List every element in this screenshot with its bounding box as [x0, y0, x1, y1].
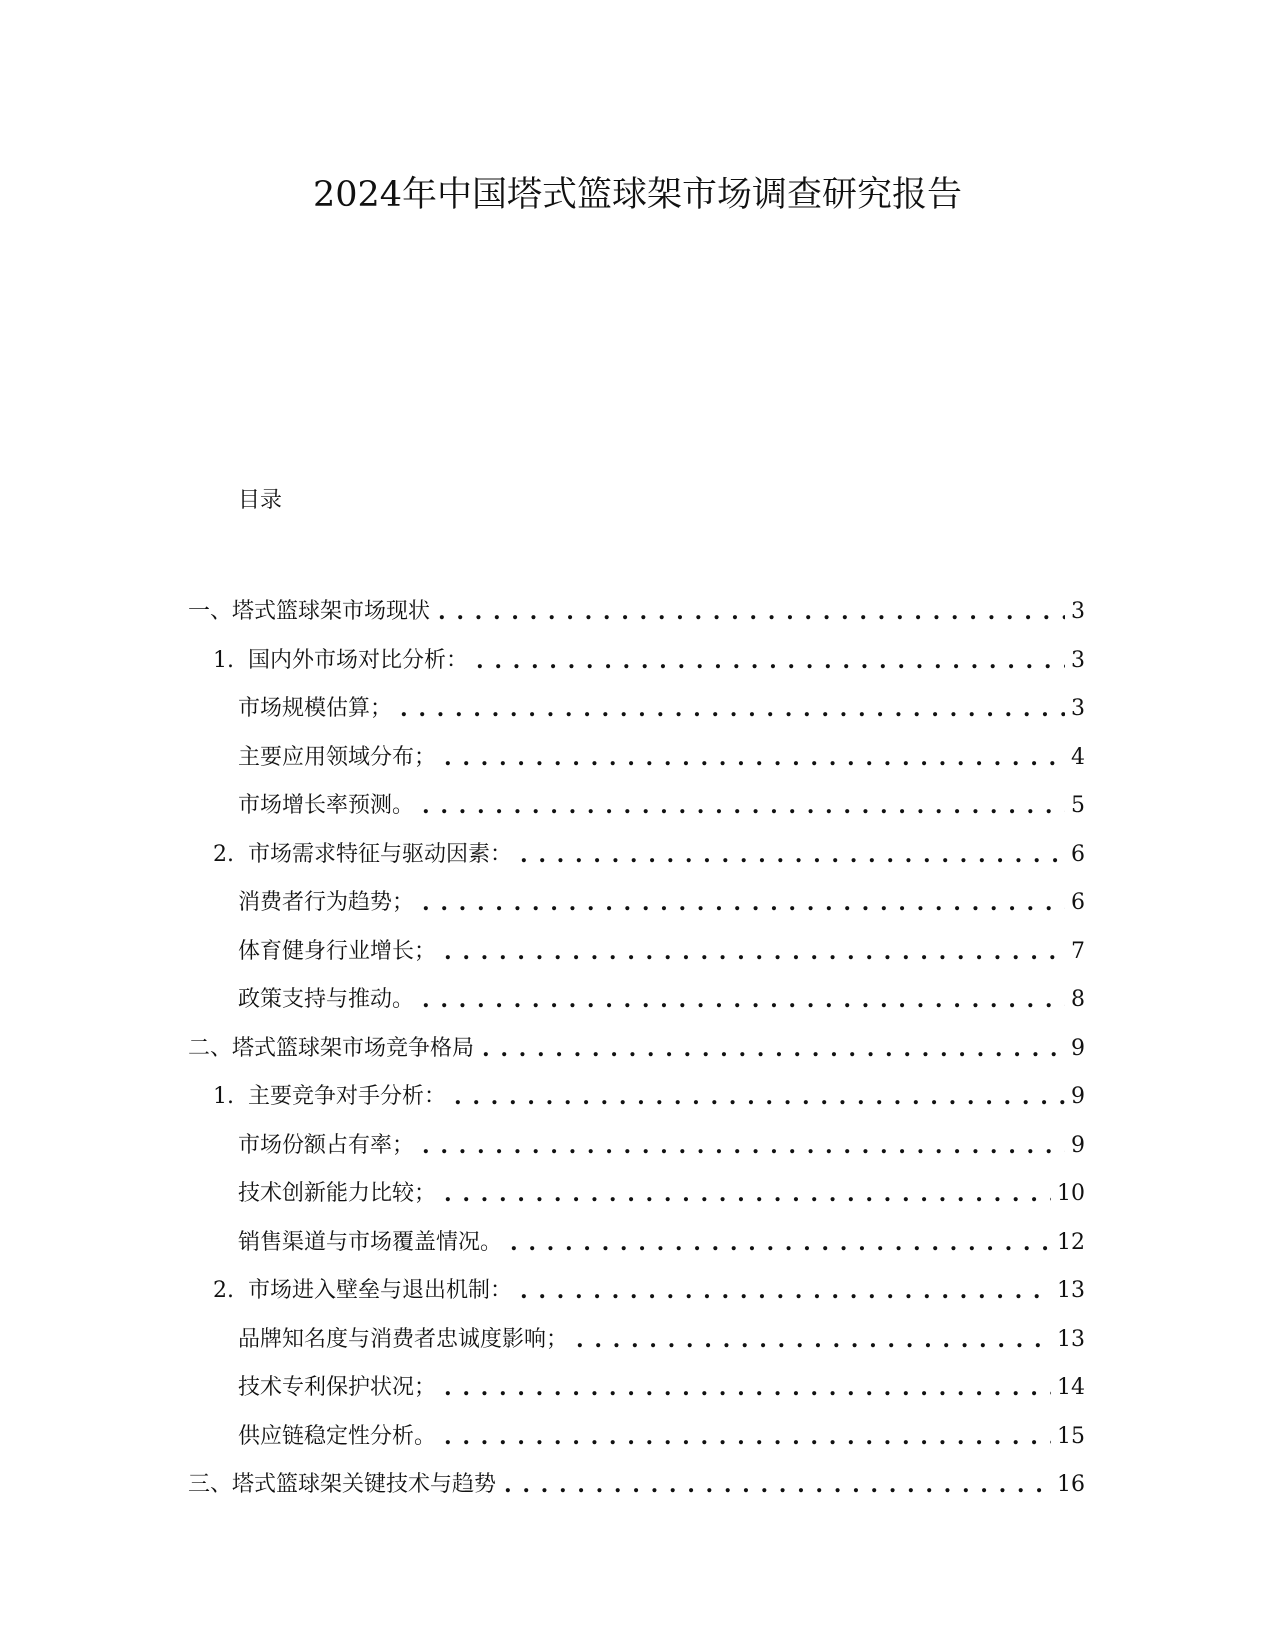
toc-entry-page: 9 [1069, 1082, 1085, 1112]
toc-entry-page: 15 [1055, 1422, 1085, 1452]
toc-entry-label: 技术创新能力比较； [238, 1179, 440, 1209]
toc-entry[interactable] [188, 831, 1085, 880]
toc-entry[interactable] [188, 637, 1085, 686]
toc-entry[interactable] [188, 1073, 1085, 1122]
toc-entry-label: 国内外市场对比分析： [248, 646, 472, 676]
toc-leader-dots [504, 1470, 1051, 1500]
toc-entry-page: 7 [1069, 937, 1085, 967]
toc-leader-dots [576, 1325, 1051, 1355]
toc-entry-page: 3 [1069, 646, 1085, 676]
toc-entry-number: 1. [213, 647, 248, 673]
toc-entry-number: 2. [213, 1278, 248, 1304]
toc-entry-label: 市场需求特征与驱动因素： [248, 840, 516, 870]
toc-entry[interactable] [188, 1461, 1085, 1510]
toc-entry-label: 主要应用领域分布； [238, 743, 440, 773]
toc-entry-page: 13 [1055, 1276, 1085, 1306]
toc-entry-label: 市场进入壁垒与退出机制： [248, 1276, 516, 1306]
toc-entry-page: 9 [1069, 1131, 1085, 1161]
toc-entry-number: 2. [213, 841, 248, 867]
document-title: 2024年中国塔式篮球架市场调查研究报告 [312, 175, 963, 216]
toc-entry-label: 市场规模估算； [238, 694, 396, 724]
toc-leader-dots [482, 1034, 1065, 1064]
toc-entry[interactable] [188, 1316, 1085, 1365]
toc-leader-dots [422, 888, 1065, 918]
toc-entry-page: 3 [1069, 597, 1085, 627]
toc-entry-page: 6 [1069, 840, 1085, 870]
toc-leader-dots [400, 694, 1065, 724]
toc-entry-label: 政策支持与推动。 [238, 985, 418, 1015]
toc-entry-label: 供应链稳定性分析。 [238, 1422, 440, 1452]
toc-entry-page: 16 [1055, 1470, 1085, 1500]
toc-leader-dots [510, 1228, 1051, 1258]
toc-leader-dots [444, 743, 1065, 773]
toc-entry[interactable] [188, 1219, 1085, 1268]
toc-entry-page: 8 [1069, 985, 1085, 1015]
toc-entry-page: 5 [1069, 791, 1085, 821]
toc-leader-dots [454, 1082, 1065, 1112]
toc-entry[interactable] [188, 685, 1085, 734]
toc-entry[interactable] [188, 588, 1085, 637]
toc-entry-label: 技术专利保护状况； [238, 1373, 440, 1403]
toc-leader-dots [422, 1131, 1065, 1161]
toc-leader-dots [422, 985, 1065, 1015]
toc-entry-page: 4 [1069, 743, 1085, 773]
toc-entry[interactable] [188, 976, 1085, 1025]
toc-leader-dots [444, 937, 1065, 967]
toc-entry[interactable] [188, 1364, 1085, 1413]
toc-entry-page: 14 [1055, 1373, 1085, 1403]
toc-entry[interactable] [188, 1170, 1085, 1219]
toc-entry[interactable] [188, 782, 1085, 831]
toc-entry-page: 9 [1069, 1034, 1085, 1064]
toc-leader-dots [438, 597, 1065, 627]
toc-entry-number: 1. [213, 1084, 248, 1110]
toc-entry-label: 市场增长率预测。 [238, 791, 418, 821]
toc-entry[interactable] [188, 1413, 1085, 1462]
toc-entry[interactable] [188, 1025, 1085, 1074]
toc-leader-dots [444, 1373, 1051, 1403]
toc-entry-label: 品牌知名度与消费者忠诚度影响； [238, 1325, 572, 1355]
toc-entry-label: 市场份额占有率； [238, 1131, 418, 1161]
toc-entry-label: 二、塔式篮球架市场竞争格局 [188, 1034, 478, 1064]
toc-entry-label: 主要竞争对手分析： [248, 1082, 450, 1112]
toc-entry-label: 体育健身行业增长； [238, 937, 440, 967]
toc-entry-label: 销售渠道与市场覆盖情况。 [238, 1228, 506, 1258]
toc-leader-dots [444, 1422, 1051, 1452]
toc-entry-page: 12 [1055, 1228, 1085, 1258]
toc-heading: 目录 [238, 488, 283, 513]
toc-entry[interactable] [188, 1122, 1085, 1171]
table-of-contents [188, 588, 1085, 1510]
toc-entry-page: 6 [1069, 888, 1085, 918]
toc-entry-page: 3 [1069, 694, 1085, 724]
toc-entry-label: 消费者行为趋势； [238, 888, 418, 918]
toc-leader-dots [444, 1179, 1051, 1209]
toc-entry[interactable] [188, 928, 1085, 977]
toc-entry-page: 10 [1055, 1179, 1085, 1209]
toc-entry[interactable] [188, 1267, 1085, 1316]
toc-entry[interactable] [188, 734, 1085, 783]
toc-entry-page: 13 [1055, 1325, 1085, 1355]
toc-entry-label: 三、塔式篮球架关键技术与趋势 [188, 1470, 500, 1500]
toc-leader-dots [520, 840, 1065, 870]
toc-entry[interactable] [188, 879, 1085, 928]
toc-leader-dots [476, 646, 1065, 676]
toc-leader-dots [520, 1276, 1051, 1306]
toc-leader-dots [422, 791, 1065, 821]
toc-entry-label: 一、塔式篮球架市场现状 [188, 597, 434, 627]
